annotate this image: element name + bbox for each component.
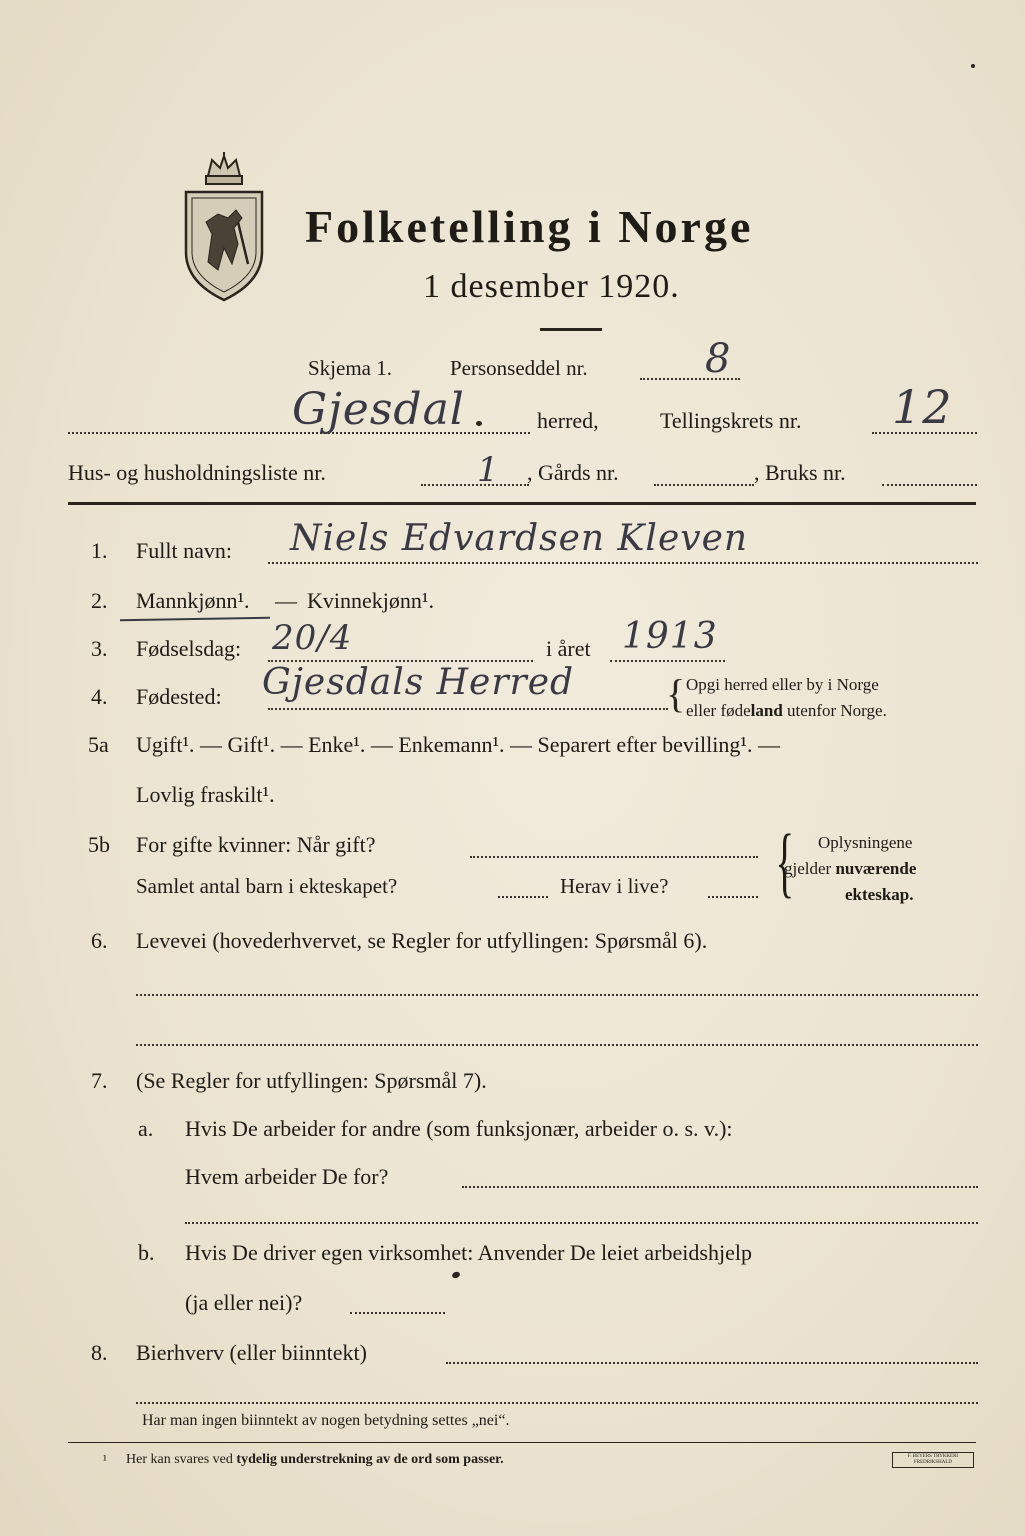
q2-separator: — <box>275 588 297 613</box>
q8-field[interactable] <box>446 1362 978 1364</box>
q4-note-line1: Opgi herred eller by i Norge <box>686 675 879 694</box>
q3-number: 3. <box>91 636 108 661</box>
ink-dot <box>476 421 482 426</box>
q7-label: (Se Regler for utfyllingen: Spørsmål 7). <box>136 1068 487 1093</box>
q5b-children-label: Samlet antal barn i ekteskapet? <box>136 874 398 898</box>
ink-dot <box>971 64 975 68</box>
skjema-label: Skjema 1. <box>308 356 392 380</box>
q4-value: Gjesdals Herred <box>262 662 575 703</box>
q4-note-line2: eller fødeland utenfor Norge. <box>686 701 887 720</box>
q6-field-line1[interactable] <box>136 994 978 996</box>
q2-male[interactable]: Mannkjønn¹. <box>136 588 250 613</box>
q6-field-line2[interactable] <box>136 1044 978 1046</box>
header-divider <box>68 502 976 505</box>
q1-field[interactable] <box>268 562 978 564</box>
tellingskrets-value: 12 <box>892 380 953 434</box>
q1-value: Niels Edvardsen Kleven <box>290 518 749 559</box>
herred-label: herred, <box>537 408 599 433</box>
title-divider <box>540 328 602 331</box>
footnote-divider <box>68 1442 976 1443</box>
form-title: Folketelling i Norge <box>305 201 754 252</box>
q8-number: 8. <box>91 1340 108 1365</box>
q7a-line1: Hvis De arbeider for andre (som funksjonær, arbeider o. s. v.): <box>185 1116 733 1141</box>
q7b-field[interactable] <box>350 1312 445 1314</box>
q3-year-field[interactable] <box>610 660 725 662</box>
footnote-text: Her kan svares ved tydelig understrekning av de ord som passer. <box>126 1452 504 1467</box>
husliste-value: 1 <box>477 450 500 490</box>
q6-number: 6. <box>91 928 108 953</box>
biinntekt-note: Har man ingen biinntekt av nogen betydning settes „nei“. <box>142 1412 510 1429</box>
q4-note-brace: { <box>666 671 686 716</box>
q5a-options-line2[interactable]: Lovlig fraskilt¹. <box>136 782 275 807</box>
q1-number: 1. <box>91 538 108 563</box>
q3-year-label: i året <box>546 636 591 661</box>
q8-field-line2[interactable] <box>136 1402 978 1404</box>
footnote-marker: ¹ <box>103 1452 107 1467</box>
printer-stamp: F. BEYERS TRYKKERI FREDRIKSHALD <box>892 1452 974 1468</box>
q5b-children-field[interactable] <box>498 896 548 898</box>
q5b-married-field[interactable] <box>470 856 758 858</box>
herred-value: Gjesdal <box>292 384 465 435</box>
q5b-alive-label: Herav i live? <box>560 874 669 898</box>
q5a-options[interactable]: Ugift¹. — Gift¹. — Enke¹. — Enkemann¹. — Separert efter bevilling¹. — <box>136 732 780 757</box>
gards-field[interactable] <box>654 484 754 486</box>
q2-male-underline <box>120 617 270 622</box>
personseddel-value: 8 <box>705 336 732 382</box>
q5b-note-brace: { <box>775 818 795 905</box>
husliste-field[interactable] <box>421 484 529 486</box>
gards-label: , Gårds nr. <box>527 460 619 485</box>
q5b-line1: For gifte kvinner: Når gift? <box>136 832 376 857</box>
q5b-note-line3: ekteskap. <box>845 885 914 904</box>
bruks-field[interactable] <box>882 484 977 486</box>
q5b-note-line2: gjelder nuværende <box>784 859 917 878</box>
q7b-letter: b. <box>138 1240 155 1265</box>
personseddel-label: Personseddel nr. <box>450 356 588 380</box>
q7a-line2: Hvem arbeider De for? <box>185 1164 389 1189</box>
q3-value: 20/4 <box>272 618 353 658</box>
tellingskrets-label: Tellingskrets nr. <box>660 408 802 433</box>
q5b-number: 5b <box>88 832 110 857</box>
q3-label: Fødselsdag: <box>136 636 242 661</box>
coat-of-arms-logo <box>178 152 270 304</box>
q4-label: Fødested: <box>136 684 222 709</box>
census-date: 1 desember 1920. <box>423 268 680 305</box>
q7a-letter: a. <box>138 1116 154 1141</box>
q5b-note-line1: Oplysningene <box>818 833 913 852</box>
q7b-line1: Hvis De driver egen virksomhet: Anvender De leiet arbeidshjelp <box>185 1240 752 1265</box>
q6-label: Levevei (hovederhvervet, se Regler for utfyllingen: Spørsmål 6). <box>136 928 708 953</box>
q7a-field-line2[interactable] <box>185 1222 978 1224</box>
q7b-line2: (ja eller nei)? <box>185 1290 303 1315</box>
q4-field[interactable] <box>268 708 668 710</box>
q4-number: 4. <box>91 684 108 709</box>
q8-label: Bierhverv (eller biinntekt) <box>136 1340 367 1365</box>
q2-number: 2. <box>91 588 108 613</box>
q7-number: 7. <box>91 1068 108 1093</box>
q1-label: Fullt navn: <box>136 538 232 563</box>
q3-year-value: 1913 <box>622 616 718 657</box>
q2-female[interactable]: Kvinnekjønn¹. <box>307 588 434 613</box>
bruks-label: , Bruks nr. <box>754 460 846 485</box>
q5a-number: 5a <box>88 732 109 757</box>
ink-dot <box>451 1271 461 1279</box>
q5b-alive-field[interactable] <box>708 896 758 898</box>
q7a-field[interactable] <box>462 1186 978 1188</box>
husliste-label: Hus- og husholdningsliste nr. <box>68 460 326 485</box>
